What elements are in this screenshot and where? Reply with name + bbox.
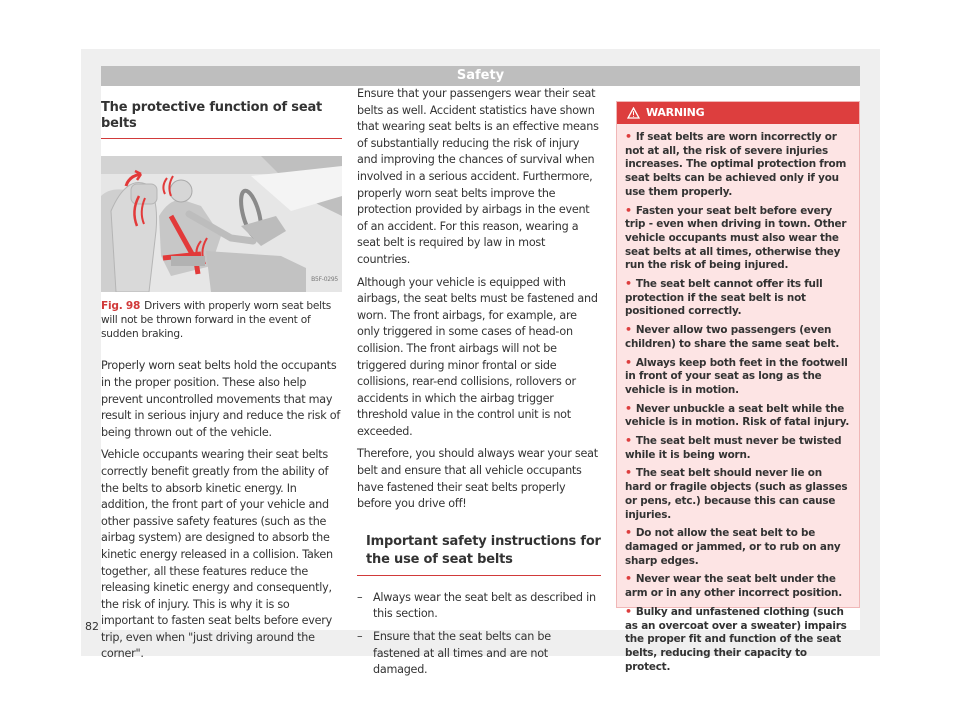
paragraph: Although your vehicle is equipped with airbags, the seat belts must be fastened and worn. The front airbags, for example, are only triggered in some cases of head-on collision. The front airbags will not be triggered during minor frontal or side collisions, rear-end collisions, rollovers or accidents in which the airbag trigger threshold value in the control unit is not exceeded. [357, 275, 598, 438]
section-title: The protective function of seat belts [101, 86, 342, 139]
figure-seatbelt-illustration [101, 156, 342, 292]
warning-item: • If seat belts are worn incorrectly or not at all, the risk of severe injuries increases. The optimal protection from seat belts can be achieved only if you use them properly. [625, 130, 847, 198]
content-area [101, 86, 860, 677]
warning-item: • Never wear the seat belt under the arm or in any other incorrect position. [625, 572, 842, 600]
page-number: 82 [85, 620, 99, 633]
driver-illustration [101, 156, 342, 292]
instruction-list [357, 590, 601, 679]
left-column [101, 86, 342, 669]
figure-caption [101, 300, 342, 341]
warning-item: • The seat belt should never lie on hard or fragile objects (such as glasses or pens, etc.) because this can cause injuries. [625, 466, 848, 521]
warning-title: WARNING [646, 106, 705, 119]
list-item-text: Always wear the seat belt as described in this section. [373, 590, 596, 621]
list-item: – Always wear the seat belt as described in this section. [357, 590, 596, 621]
paragraph: Vehicle occupants wearing their seat belts correctly benefit greatly from the ability of the belts to absorb kinetic energy. In addition, the front part of your vehicle and other passive safety features (such as the airbag system) are designed to absorb the kinetic energy released in a collision. Taken together, all these features reduce the releasing kinetic energy and consequently, the risk of injury. This is why it is so important to fasten seat belts before every trip, even when "just driving around the corner". [101, 448, 333, 661]
warning-list [617, 124, 859, 674]
warning-item: • The seat belt cannot offer its full protection if the seat belt is not positioned correctly. [625, 277, 823, 318]
middle-column [357, 86, 601, 685]
warning-item: • Never allow two passengers (even children) to share the same seat belt. [625, 323, 840, 350]
warning-box [616, 101, 860, 673]
warning-item: • The seat belt must never be twisted while it is being worn. [625, 434, 842, 461]
warning-triangle-icon [627, 107, 640, 119]
warning-item: • Never unbuckle a seat belt while the vehicle is in motion. Risk of fatal injury. [625, 401, 850, 429]
paragraph: Properly worn seat belts hold the occupants in the proper position. These also help prevent uncontrolled movements that may result in serious injury and reduce the risk of being thrown out of the vehicle. [101, 359, 341, 439]
figure-number: Fig. 98 [101, 300, 141, 312]
subsection-heading: Important safety instructions for the use of seat belts [357, 533, 601, 576]
list-item-text: Ensure that the seat belts can be fastened at all times and are not damaged. [373, 630, 551, 677]
warning-item: • Always keep both feet in the footwell in front of your seat as long as the vehicle is in motion. [625, 355, 848, 396]
warning-item: • Fasten your seat belt before every trip - even when driving in town. Other vehicle occupants must also wear the seat belts at all times, otherwise they run the risk of being injured. [625, 203, 847, 272]
warning-item: • Do not allow the seat belt to be damaged or jammed, or to rub on any sharp edges. [625, 526, 841, 567]
warning-item: • Bulky and unfastened clothing (such as an overcoat over a sweater) impairs the proper fit and function of the seat belts, reducing their capacity to protect. [625, 604, 847, 673]
list-item: – Ensure that the seat belts can be fastened at all times and are not damaged. [357, 630, 551, 677]
paragraph: Ensure that your passengers wear their seat belts as well. Accident statistics have shown that wearing seat belts is an effective means of substantially reducing the risk of injury and improving the chances of survival when involved in a serious accident. Furthermore, properly worn seat belts improve the protection provided by airbags in the event of an accident. For this reason, wearing a seat belt is required by law in most countries. [357, 87, 599, 266]
paragraph: Therefore, you should always wear your seat belt and ensure that all vehicle occupants have fastened their seat belts properly before you drive off! [357, 447, 598, 511]
figure-code: B5F-0295 [311, 276, 338, 284]
chapter-header: Safety [101, 66, 860, 86]
figure-caption-text: Drivers with properly worn seat belts will not be thrown forward in the event of sudden braking. [101, 300, 332, 340]
warning-header [617, 102, 859, 124]
